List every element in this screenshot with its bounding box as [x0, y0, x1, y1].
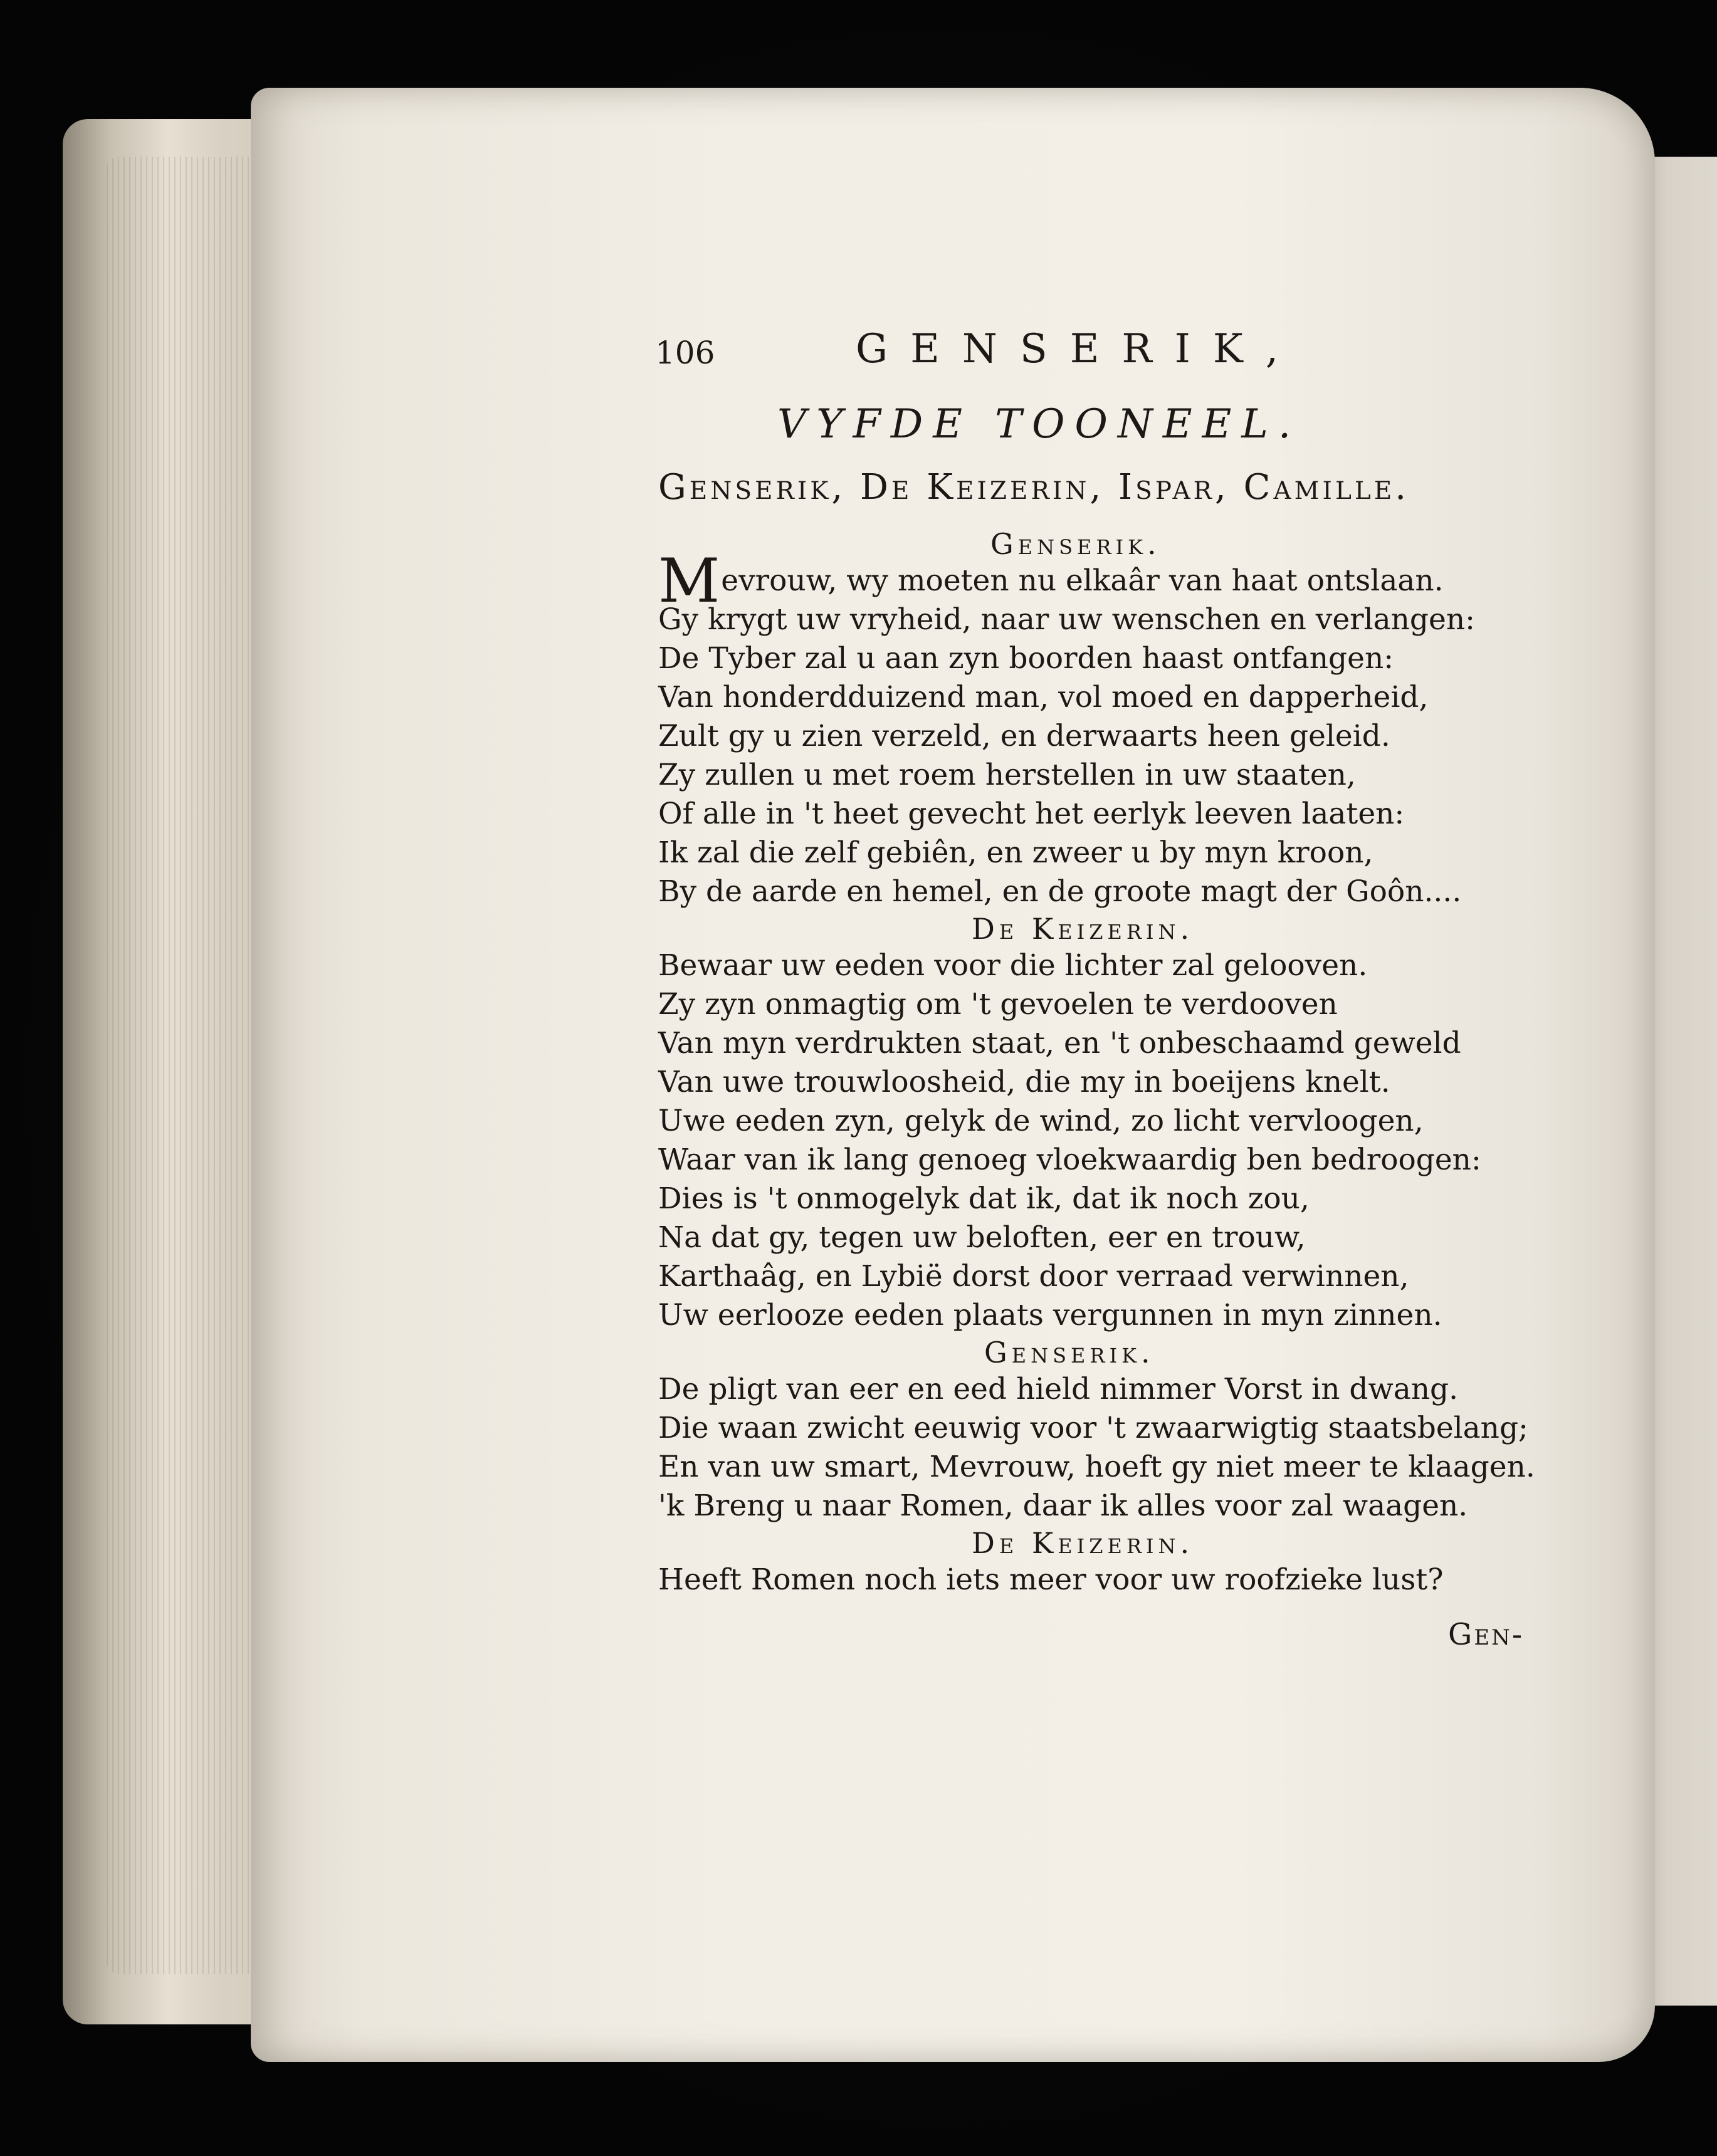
verse-line: Uw eerlooze eeden plaats vergunnen in myn zinnen. [658, 1298, 1442, 1332]
verse-line: Van myn verdrukten staat, en 't onbeschaamd geweld [658, 1026, 1461, 1060]
verse-line: By de aarde en hemel, en de groote magt der Goôn.... [658, 874, 1462, 909]
verse-line: Gy krygt uw vryheid, naar uw wenschen en verlangen: [658, 602, 1475, 637]
verse-line [658, 546, 1580, 616]
verse-line: Dies is 't onmogelyk dat ik, dat ik noch zou, [658, 1181, 1310, 1216]
speaker-heading: De Keizerin. [972, 1526, 1194, 1560]
speaker-heading: Genserik. [990, 527, 1161, 561]
cast-list: Genserik, De Keizerin, Ispar, Camille. [658, 467, 1410, 508]
speaker-heading: Genserik. [984, 1336, 1155, 1369]
verse-line: Bewaar uw eeden voor die lichter zal gelooven. [658, 948, 1368, 983]
verse-line: Uwe eeden zyn, gelyk de wind, zo licht vervloogen, [658, 1104, 1424, 1138]
speaker-heading: De Keizerin. [972, 912, 1194, 946]
verse-line: Waar van ik lang genoeg vloekwaardig ben bedroogen: [658, 1143, 1481, 1177]
verse-line: Na dat gy, tegen uw beloften, eer en trouw, [658, 1220, 1306, 1255]
verse-line-text: evrouw, wy moeten nu elkaâr van haat ontslaan. [721, 563, 1444, 598]
verse-line: Ik zal die zelf gebiên, en zweer u by myn kroon, [658, 835, 1373, 870]
running-title: GENSERIK, [856, 326, 1301, 372]
verse-line: Heeft Romen noch iets meer voor uw roofzieke lust? [658, 1562, 1444, 1597]
verse-line: Zult gy u zien verzeld, en derwaarts heen geleid. [658, 719, 1390, 753]
verse-line: Die waan zwicht eeuwig voor 't zwaarwigtig staatsbelang; [658, 1411, 1528, 1445]
drop-capital: M [658, 546, 720, 616]
page-number: 106 [655, 335, 715, 371]
catchword: Gen- [1448, 1617, 1525, 1652]
scene-title: VYFDE TOONEEL. [777, 401, 1301, 447]
verse-line: De pligt van eer en eed hield nimmer Vorst in dwang. [658, 1372, 1459, 1406]
verse-line: Zy zyn onmagtig om 't gevoelen te verdooven [658, 987, 1338, 1022]
verse-line: 'k Breng u naar Romen, daar ik alles voor zal waagen. [658, 1489, 1468, 1523]
verse-text [658, 526, 1580, 1599]
verse-line: Karthaâg, en Lybië dorst door verraad verwinnen, [658, 1259, 1409, 1294]
verse-line: En van uw smart, Mevrouw, hoeft gy niet meer te klaagen. [658, 1450, 1535, 1484]
running-head [655, 326, 1570, 382]
verse-line: De Tyber zal u aan zyn boorden haast ontfangen: [658, 641, 1394, 676]
verse-line: Van uwe trouwloosheid, die my in boeijens knelt. [658, 1065, 1390, 1099]
verse-line: Van honderdduizend man, vol moed en dapperheid, [658, 680, 1429, 714]
verse-line: Of alle in 't heet gevecht het eerlyk leeven laaten: [658, 797, 1405, 831]
verse-line: Zy zullen u met roem herstellen in uw staaten, [658, 758, 1356, 792]
